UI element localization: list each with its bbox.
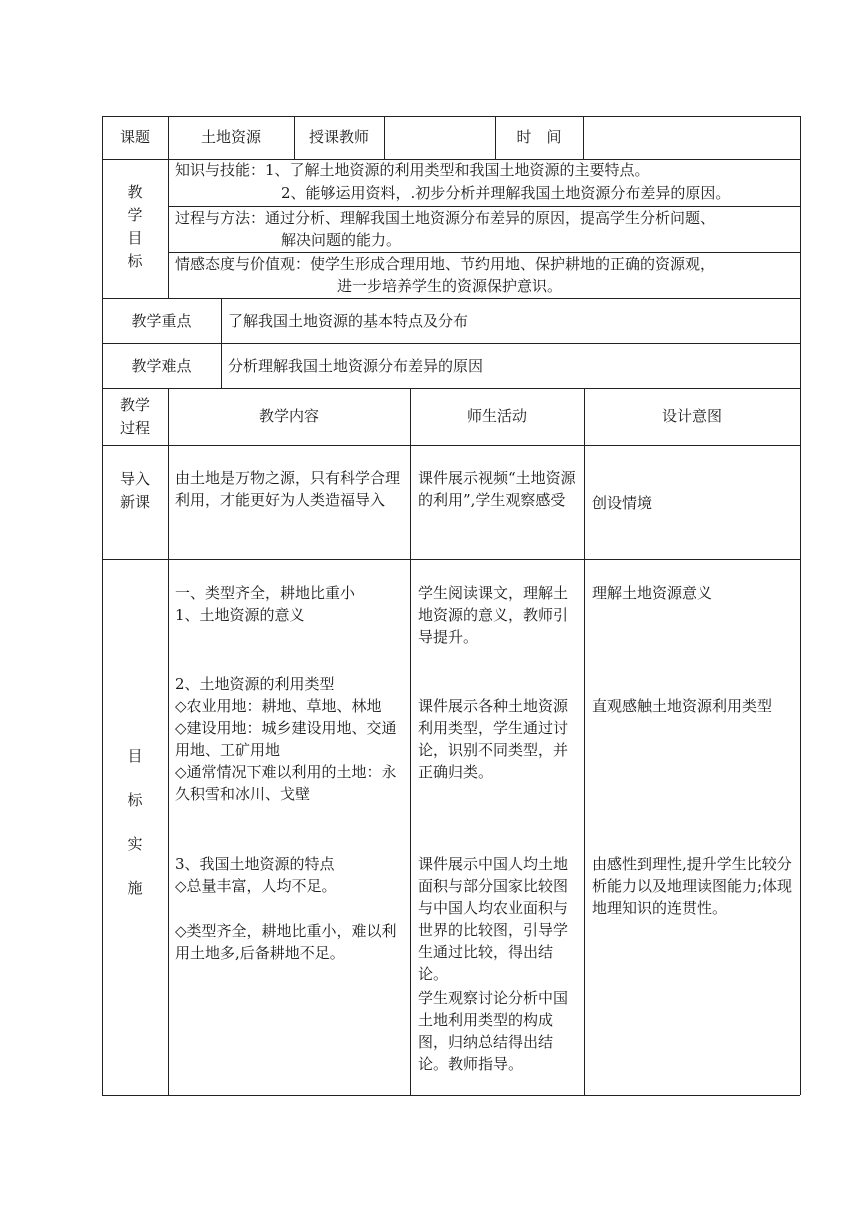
process-goal-line1: 过程与方法：通过分析、理解我国土地资源分布差异的原因，提高学生分析问题、 bbox=[175, 209, 716, 227]
teacher-label: 授课教师 bbox=[308, 128, 369, 146]
content-line: 1、土地资源的意义 bbox=[175, 606, 305, 624]
implement-label-char: 目 bbox=[127, 747, 143, 765]
intent-block-meaning: 理解土地资源意义 bbox=[592, 584, 713, 602]
implement-label-char: 标 bbox=[127, 791, 143, 809]
emotion-goal-line2: 进一步培养学生的资源保护意识。 bbox=[337, 277, 563, 295]
content-line: ◇农业用地：耕地、草地、林地 bbox=[175, 697, 382, 715]
time-label: 时 间 bbox=[516, 128, 562, 146]
intro-label-line2: 新课 bbox=[119, 493, 150, 511]
emotion-goal-line1: 情感态度与价值观：使学生形成合理用地、节约用地、保护耕地的正确的资源观， bbox=[175, 255, 716, 273]
process-label-line1: 教学 bbox=[119, 396, 150, 414]
activity-block-discussion: 课件展示各种土地资源利用类型，学生通过讨论，识别不同类型，并正确归类。 bbox=[418, 697, 569, 781]
content-header: 教学内容 bbox=[258, 407, 319, 425]
topic-value: 土地资源 bbox=[200, 128, 261, 146]
content-block-types bbox=[175, 673, 405, 805]
implement-label bbox=[102, 745, 168, 921]
implement-label-char: 实 bbox=[127, 835, 143, 853]
goals-label-char: 学 bbox=[127, 206, 143, 224]
intent-block-ability: 由感性到理性,提升学生比较分析能力以及地理读图能力;体现地理知识的连贯性。 bbox=[592, 855, 793, 917]
goals-label-char: 目 bbox=[127, 229, 143, 247]
content-block-features bbox=[175, 853, 405, 897]
process-label-line2: 过程 bbox=[119, 419, 150, 437]
intro-label-line1: 导入 bbox=[119, 470, 150, 488]
content-line: ◇总量丰富，人均不足。 bbox=[175, 877, 337, 895]
activity-block-analysis: 学生观察讨论分析中国土地利用类型的构成图，归纳总结得出结论。教师指导。 bbox=[418, 989, 569, 1073]
intro-activity: 课件展示视频“土地资源的利用”,学生观察感受 bbox=[418, 469, 576, 509]
content-line: 3、我国土地资源的特点 bbox=[175, 855, 335, 873]
knowledge-goal-line2: 2、能够运用资料，.初步分析并理解我国土地资源分布差异的原因。 bbox=[281, 184, 731, 202]
intent-header: 设计意图 bbox=[661, 407, 722, 425]
key-point-value: 了解我国土地资源的基本特点及分布 bbox=[228, 312, 469, 330]
activity-header: 师生活动 bbox=[466, 407, 527, 425]
content-block-meaning bbox=[175, 582, 405, 626]
activity-block-comparison: 课件展示中国人均土地面积与部分国家比较图与中国人均农业面积与世界的比较图，引导学生通过比较，得出结论。 bbox=[418, 855, 569, 983]
difficulty-label: 教学难点 bbox=[131, 357, 192, 375]
goals-label bbox=[102, 181, 168, 273]
content-line: ◇类型齐全，耕地比重小，难以利用土地多,后备耕地不足。 bbox=[175, 922, 397, 962]
process-goal-line2: 解决问题的能力。 bbox=[281, 231, 402, 249]
goals-label-char: 教 bbox=[127, 183, 143, 201]
goals-label-char: 标 bbox=[127, 252, 143, 270]
knowledge-goal-line1: 知识与技能：1、了解土地资源的利用类型和我国土地资源的主要特点。 bbox=[175, 161, 650, 179]
implement-label-char: 施 bbox=[127, 879, 143, 897]
content-line: ◇通常情况下难以利用的土地：永久积雪和冰川、戈壁 bbox=[175, 763, 397, 803]
content-line: 2、土地资源的利用类型 bbox=[175, 675, 335, 693]
intro-intent: 创设情境 bbox=[592, 494, 653, 512]
topic-label: 课题 bbox=[119, 128, 150, 146]
difficulty-value: 分析理解我国土地资源分布差异的原因 bbox=[228, 357, 484, 375]
key-point-label: 教学重点 bbox=[131, 312, 192, 330]
content-block-arable bbox=[175, 920, 407, 964]
intent-block-types: 直观感触土地资源利用类型 bbox=[592, 697, 773, 715]
intro-content: 由土地是万物之源，只有科学合理利用，才能更好为人类造福导入 bbox=[175, 469, 401, 509]
activity-block-reading: 学生阅读课文，理解土地资源的意义，教师引导提升。 bbox=[418, 584, 569, 646]
content-line: 一、类型齐全，耕地比重小 bbox=[175, 584, 356, 602]
content-line: ◇建设用地：城乡建设用地、交通用地、工矿用地 bbox=[175, 719, 397, 759]
